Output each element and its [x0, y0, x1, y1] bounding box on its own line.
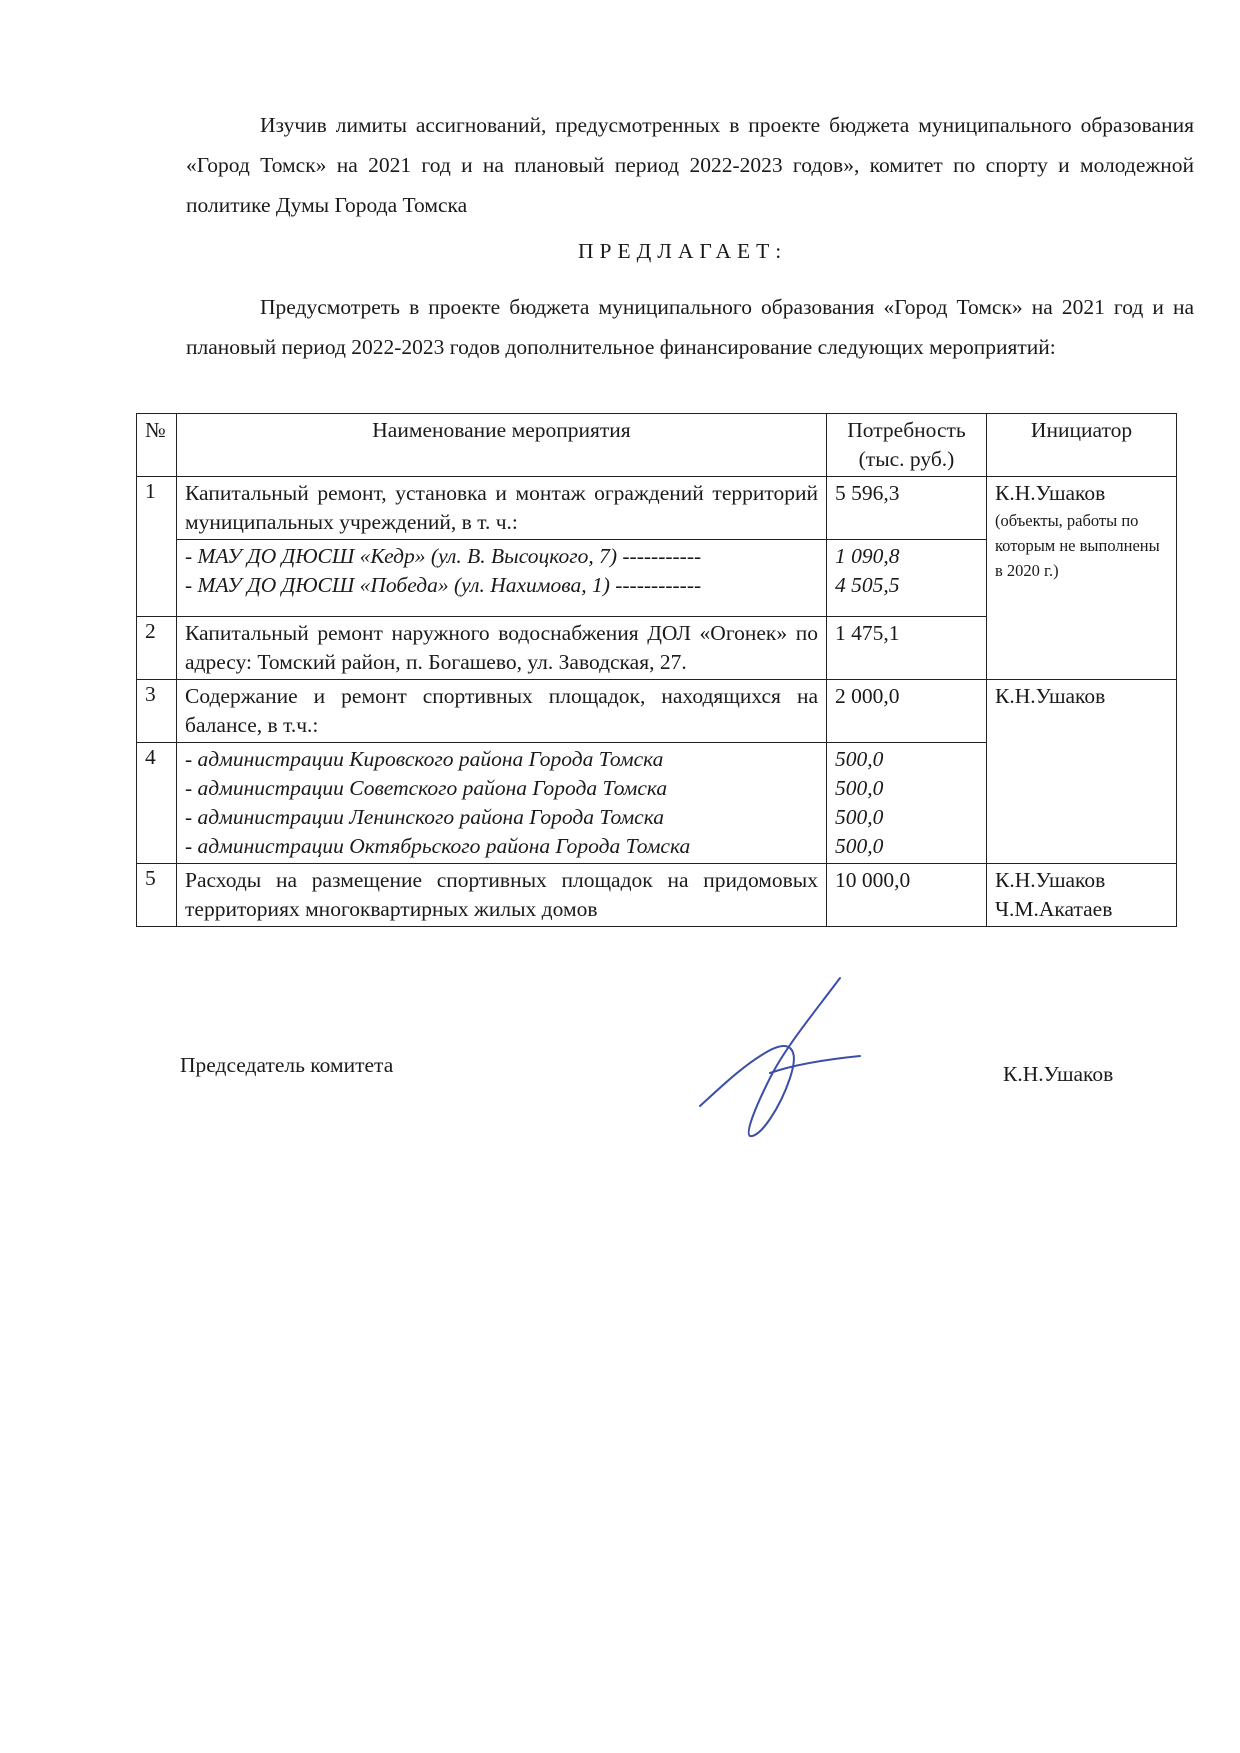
table-header-row — [137, 414, 1177, 477]
row-initiator — [987, 477, 1177, 680]
initiator-note: (объекты, работы по которым не выполнены в 2020 г.) — [995, 511, 1160, 580]
row-name: Содержание и ремонт спортивных площадок, находящихся на балансе, в т.ч.: — [177, 680, 827, 743]
row-initiator: К.Н.Ушаков — [987, 680, 1177, 864]
initiator-name-2: Ч.М.Акатаев — [995, 897, 1113, 921]
row-sub-needs — [827, 540, 987, 617]
list-item: - администрации Кировского района Города Томска — [185, 747, 664, 771]
list-item: - администрации Советского района Города Томска — [185, 776, 668, 800]
signer-name: К.Н.Ушаков — [1003, 1062, 1114, 1086]
proposal-heading: ПРЕДЛАГАЕТ: — [578, 239, 788, 263]
list-item: 1 090,8 — [835, 544, 900, 568]
proposal-paragraph: Предусмотреть в проекте бюджета муниципального образования «Город Томск» на 2021 год и на плановый период 2022-2023 годов дополнительное финансирование следующих мероприятий: — [186, 295, 1194, 359]
row-name: Капитальный ремонт наружного водоснабжения ДОЛ «Огонек» по адресу: Томский район, п. Богашево, ул. Заводская, 27. — [177, 617, 827, 680]
row-num: 1 — [137, 477, 177, 617]
row-num: 5 — [137, 864, 177, 927]
row-initiator — [987, 864, 1177, 927]
budget-table — [136, 413, 1177, 927]
list-item: 500,0 — [835, 805, 884, 829]
header-name: Наименование мероприятия — [177, 414, 827, 477]
row-num: 3 — [137, 680, 177, 743]
table-row — [137, 680, 1177, 743]
initiator-name: К.Н.Ушаков — [995, 481, 1106, 505]
list-item: - администрации Ленинского района Города Томска — [185, 805, 664, 829]
row-need: 2 000,0 — [827, 680, 987, 743]
row-need: 10 000,0 — [827, 864, 987, 927]
header-num: № — [137, 414, 177, 477]
row-name: Расходы на размещение спортивных площадок на придомовых территориях многоквартирных жилых домов — [177, 864, 827, 927]
header-initiator: Инициатор — [987, 414, 1177, 477]
row-sub-names — [177, 540, 827, 617]
row-name: Капитальный ремонт, установка и монтаж ограждений территорий муниципальных учреждений, в т. ч.: — [177, 477, 827, 540]
table-row — [137, 864, 1177, 927]
list-item: - МАУ ДО ДЮСШ «Победа» (ул. Нахимова, 1) ------------ — [185, 573, 702, 597]
row-need: 5 596,3 — [827, 477, 987, 540]
row-sub-needs — [827, 743, 987, 864]
signer-role: Председатель комитета — [180, 1053, 394, 1077]
intro-paragraph: Изучив лимиты ассигнований, предусмотренных в проекте бюджета муниципального образования «Город Томск» на 2021 год и на плановый период 2022-2023 годов», комитет по спорту и молодежной политике Думы Города Томска — [186, 113, 1194, 217]
list-item: - администрации Октябрьского района Города Томска — [185, 834, 691, 858]
header-need: Потребность (тыс. руб.) — [827, 414, 987, 477]
list-item: 500,0 — [835, 747, 884, 771]
list-item: - МАУ ДО ДЮСШ «Кедр» (ул. В. Высоцкого, 7) ----------- — [185, 544, 702, 568]
list-item: 500,0 — [835, 776, 884, 800]
row-sub-names — [177, 743, 827, 864]
initiator-name: К.Н.Ушаков — [995, 868, 1106, 892]
list-item: 500,0 — [835, 834, 884, 858]
row-num: 4 — [137, 743, 177, 864]
list-item: 4 505,5 — [835, 573, 900, 597]
signature-stroke — [700, 978, 860, 1136]
row-num: 2 — [137, 617, 177, 680]
handwritten-signature — [690, 968, 890, 1148]
table-row — [137, 477, 1177, 540]
row-need: 1 475,1 — [827, 617, 987, 680]
